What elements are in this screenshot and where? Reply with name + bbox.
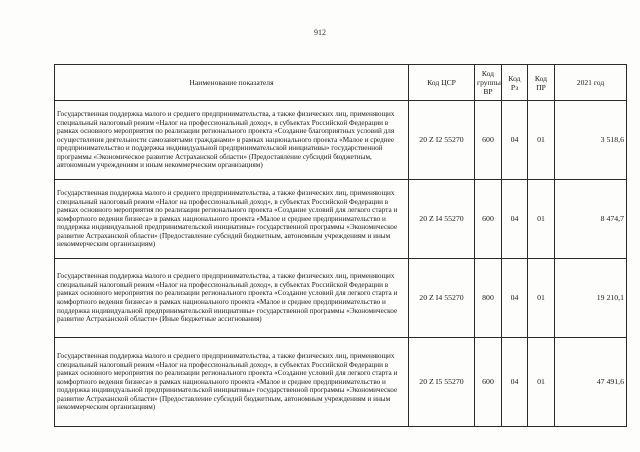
- table-header-row: [55, 65, 627, 101]
- row-pr: 01: [528, 338, 555, 427]
- row-csr: 20 Z I4 55270: [409, 259, 475, 338]
- budget-table: [54, 64, 627, 427]
- row-vr: 600: [475, 338, 502, 427]
- row-amount: 47 491,6: [555, 338, 627, 427]
- table-row: [55, 259, 627, 338]
- row-pr: 01: [528, 180, 555, 259]
- table-row: [55, 101, 627, 180]
- row-csr: 20 Z I5 55270: [409, 338, 475, 427]
- row-csr: 20 Z I2 55270: [409, 101, 475, 180]
- table-row: [55, 338, 627, 427]
- page-number: 912: [314, 28, 326, 37]
- row-csr: 20 Z I4 55270: [409, 180, 475, 259]
- row-description: Государственная поддержка малого и среднего предпринимательства, а также физических лиц, применяющих специальный налоговый режим «Налог на профессиональный доход», в субъектах Российской Федерации в рамках основного мероприятия по реализации регионального проекта «Создание благоприятных условий для осуществления деятельности самозанятыми гражданами» в рамках национального проекта «Малое и среднее предпринимательство и поддержка индивидуальной предпринимательской инициативы» государственной программы «Экономическое развитие Астраханской области» (Предоставление субсидий бюджетным, автономным учреждениям и иным некоммерческим организациям): [55, 101, 409, 180]
- header-csr: Код ЦСР: [409, 65, 475, 101]
- row-vr: 800: [475, 259, 502, 338]
- table-row: [55, 180, 627, 259]
- header-pr: Код ПР: [528, 65, 555, 101]
- row-pr: 01: [528, 259, 555, 338]
- row-description: Государственная поддержка малого и среднего предпринимательства, а также физических лиц, применяющих специальный налоговый режим «Налог на профессиональный доход», в субъектах Российской Федерации в рамках основного мероприятия по реализации регионального проекта «Создание условий для легкого старта и комфортного ведения бизнеса» в рамках национального проекта «Малое и среднее предпринимательство и поддержка индивидуальной предпринимательской инициативы» государственной программы «Экономическое развитие Астраханской области» (Иные бюджетные ассигнования): [55, 259, 409, 338]
- row-amount: 19 210,1: [555, 259, 627, 338]
- row-rz: 04: [502, 338, 528, 427]
- header-year: 2021 год: [555, 65, 627, 101]
- row-pr: 01: [528, 101, 555, 180]
- row-amount: 8 474,7: [555, 180, 627, 259]
- row-rz: 04: [502, 101, 528, 180]
- row-vr: 600: [475, 101, 502, 180]
- header-name: Наименование показателя: [55, 65, 409, 101]
- row-description: Государственная поддержка малого и среднего предпринимательства, а также физических лиц, применяющих специальный налоговый режим «Налог на профессиональный доход», в субъектах Российской Федерации в рамках основного мероприятия по реализации регионального проекта «Создание условий для легкого старта и комфортного ведения бизнеса» в рамках национального проекта «Малое и среднее предпринимательство и поддержка индивидуальной предпринимательской инициативы» государственной программы «Экономическое развитие Астраханской области» (Предоставление субсидий бюджетным, автономным учреждениям и иным некоммерческим организациям): [55, 180, 409, 259]
- row-description: Государственная поддержка малого и среднего предпринимательства, а также физических лиц, применяющих специальный налоговый режим «Налог на профессиональный доход», в субъектах Российской Федерации в рамках основного мероприятия по реализации регионального проекта «Создание условий для легкого старта и комфортного ведения бизнеса» в рамках национального проекта «Малое и среднее предпринимательство и поддержка индивидуальной предпринимательской инициативы» государственной программы «Экономическое развитие Астраханской области» (Предоставление субсидий бюджетным, автономным учреждениям и иным некоммерческим организациям): [55, 338, 409, 427]
- row-amount: 3 518,6: [555, 101, 627, 180]
- row-rz: 04: [502, 259, 528, 338]
- header-vr: Код группы ВР: [475, 65, 502, 101]
- row-rz: 04: [502, 180, 528, 259]
- header-rz: Код Рз: [502, 65, 528, 101]
- row-vr: 600: [475, 180, 502, 259]
